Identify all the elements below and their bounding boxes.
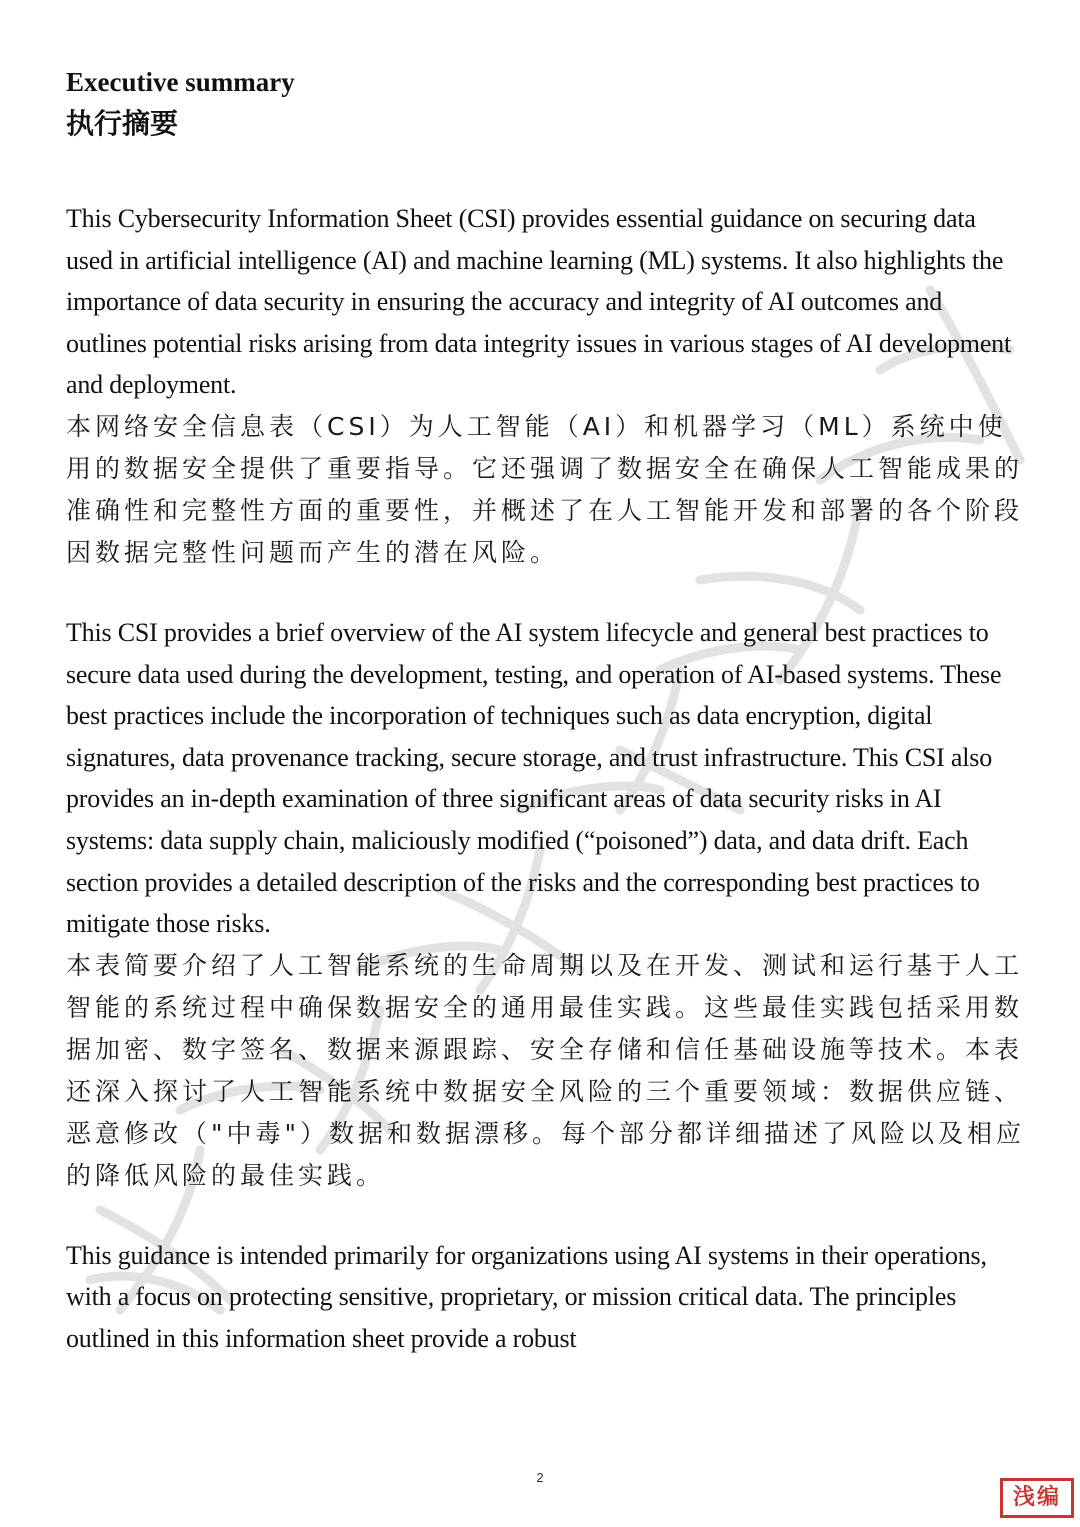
paragraph-3-english: This guidance is intended primarily for organizations using AI systems in their operations, with a focus on protecting sensitive, proprietary, or mission critical data. The principles outlined in this information sheet provide a robust [66, 1240, 987, 1353]
paragraph-2-english: This CSI provides a brief overview of the AI system lifecycle and general best practices to secure data used during the development, testing, and operation of AI-based systems. These best practices include the incorporation of techniques such as data encryption, digital signatures, data provenance tracking, secure storage, and trust infrastructure. This CSI also provides an in-depth examination of three significant areas of data security risks in AI systems: data supply chain, maliciously modified (“poisoned”) data, and data drift. Each section provides a detailed description of the risks and the corresponding best practices to mitigate those risks. [66, 617, 1002, 939]
spacer [66, 574, 1026, 612]
spacer [66, 1197, 1026, 1235]
document-body [66, 62, 1026, 1360]
page-number: 2 [536, 1470, 544, 1485]
paragraph-1-chinese: 本网络安全信息表（CSI）为人工智能（AI）和机器学习（ML）系统中使用的数据安全提供了重要指导。它还强调了数据安全在确保人工智能成果的准确性和完整性方面的重要性，并概述了在人工智能开发和部署的各个阶段因数据完整性问题而产生的潜在风险。 [66, 411, 1024, 567]
heading-english: Executive summary [66, 67, 295, 97]
paragraph-2-chinese: 本表简要介绍了人工智能系统的生命周期以及在开发、测试和运行基于人工智能的系统过程中确保数据安全的通用最佳实践。这些最佳实践包括采用数据加密、数字签名、数据来源跟踪、安全存储和信任基础设施等技术。本表还深入探讨了人工智能系统中数据安全风险的三个重要领域：数据供应链、恶意修改（"中毒"）数据和数据漂移。每个部分都详细描述了风险以及相应的降低风险的最佳实践。 [66, 950, 1026, 1190]
seal-text: 浅编 [1012, 1485, 1061, 1510]
spacer [66, 146, 1026, 198]
heading-chinese: 执行摘要 [66, 107, 179, 140]
paragraph-1-english: This Cybersecurity Information Sheet (CSI) provides essential guidance on securing data used in artificial intelligence (AI) and machine learning (ML) systems. It also highlights the importance of data security in ensuring the accuracy and integrity of AI outcomes and outlines potential risks arising from data integrity issues in various stages of AI development and deployment. [66, 204, 1011, 400]
corner-seal-stamp [1000, 1478, 1074, 1518]
